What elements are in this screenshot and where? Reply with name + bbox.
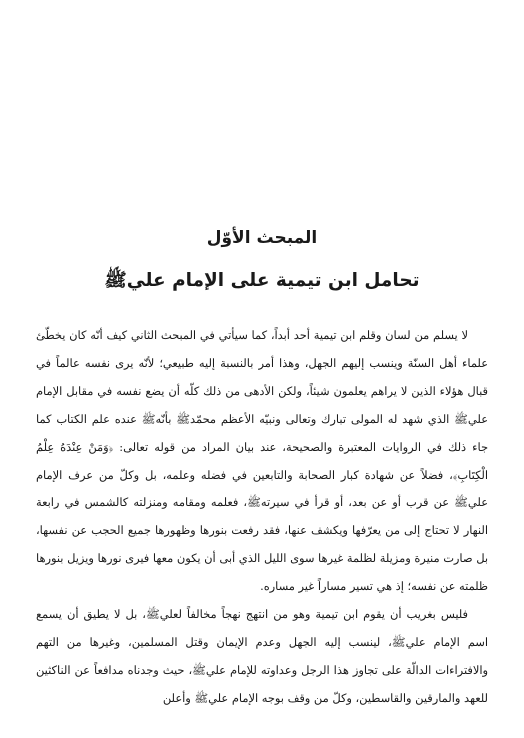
paragraph: فليس بغريب أن يقوم ابن تيمية وهو من انتهج نهجاً مخالفاً لعليﷺ، بل لا يطيق أن يسمع اسم الإمام عليﷺ، لينسب إليه الجهل وعدم الإيمان وقتل المسلمين، وغيرها من التهم والافتراءات الدالّة على تجاوز هذا الرجل وعداوته للإمام عليﷺ، حيث وجدناه مدافعاً عن الناكثين للعهد والمارقين والقاسطين، وكلّ من وقف بوجه الإمام عليﷺ وأعلن [36, 607, 488, 705]
section-title: المبحث الأوّل [206, 228, 318, 248]
body-text [36, 322, 488, 713]
section-subtitle: تحامل ابن تيمية على الإمام عليﷺ [104, 270, 420, 291]
paragraph: لا يسلم من لسان وقلم ابن تيمية أحد أبداً، كما سيأتي في المبحث الثاني كيف أنّه كان يخطّئ علماء أهل السنّة وينسب إليهم الجهل، وهذا أمر بالنسبة إليه طبيعي؛ لأنّه يرى نفسه عالماً في قبال هؤلاء الذين لا يراهم يعلمون شيئاً، ولكن الأدهى من ذلك كلّه أن يضع نفسه في مقابل الإمام عليﷺ الذي شهد له المولى تبارك وتعالى ونبيّه الأعظم محمّدﷺ بأنّهﷺ عنده علم الكتاب كما جاء ذلك في الروايات المعتبرة والصحيحة، عند بيان المراد من قوله تعالى: ﴿وَمَنْ عِنْدَهُ عِلْمُ الْكِتَابِ﴾، فضلاً عن شهادة كبار الصحابة والتابعين في فضله وعلمه، بل وكلّ من عرف الإمام عليﷺ عن قرب أو عن بعد، أو قرأ في سيرتهﷺ، فعلمه ومقامه ومنزلته كالشمس في رابعة النهار لا تحتاج إلى من يعرّفها ويكشف عنها، فقد رفعت بنورها وظهورها جميع الحجب عن نفسها، بل صارت منيرة ومزيلة لظلمة غيرها سوى الليل الذي أبى أن يكون معها فيرى نورها ويزيل بنورها ظلمته عن نفسه؛ إذ هي تسير مساراً غير مساره. [36, 328, 488, 594]
